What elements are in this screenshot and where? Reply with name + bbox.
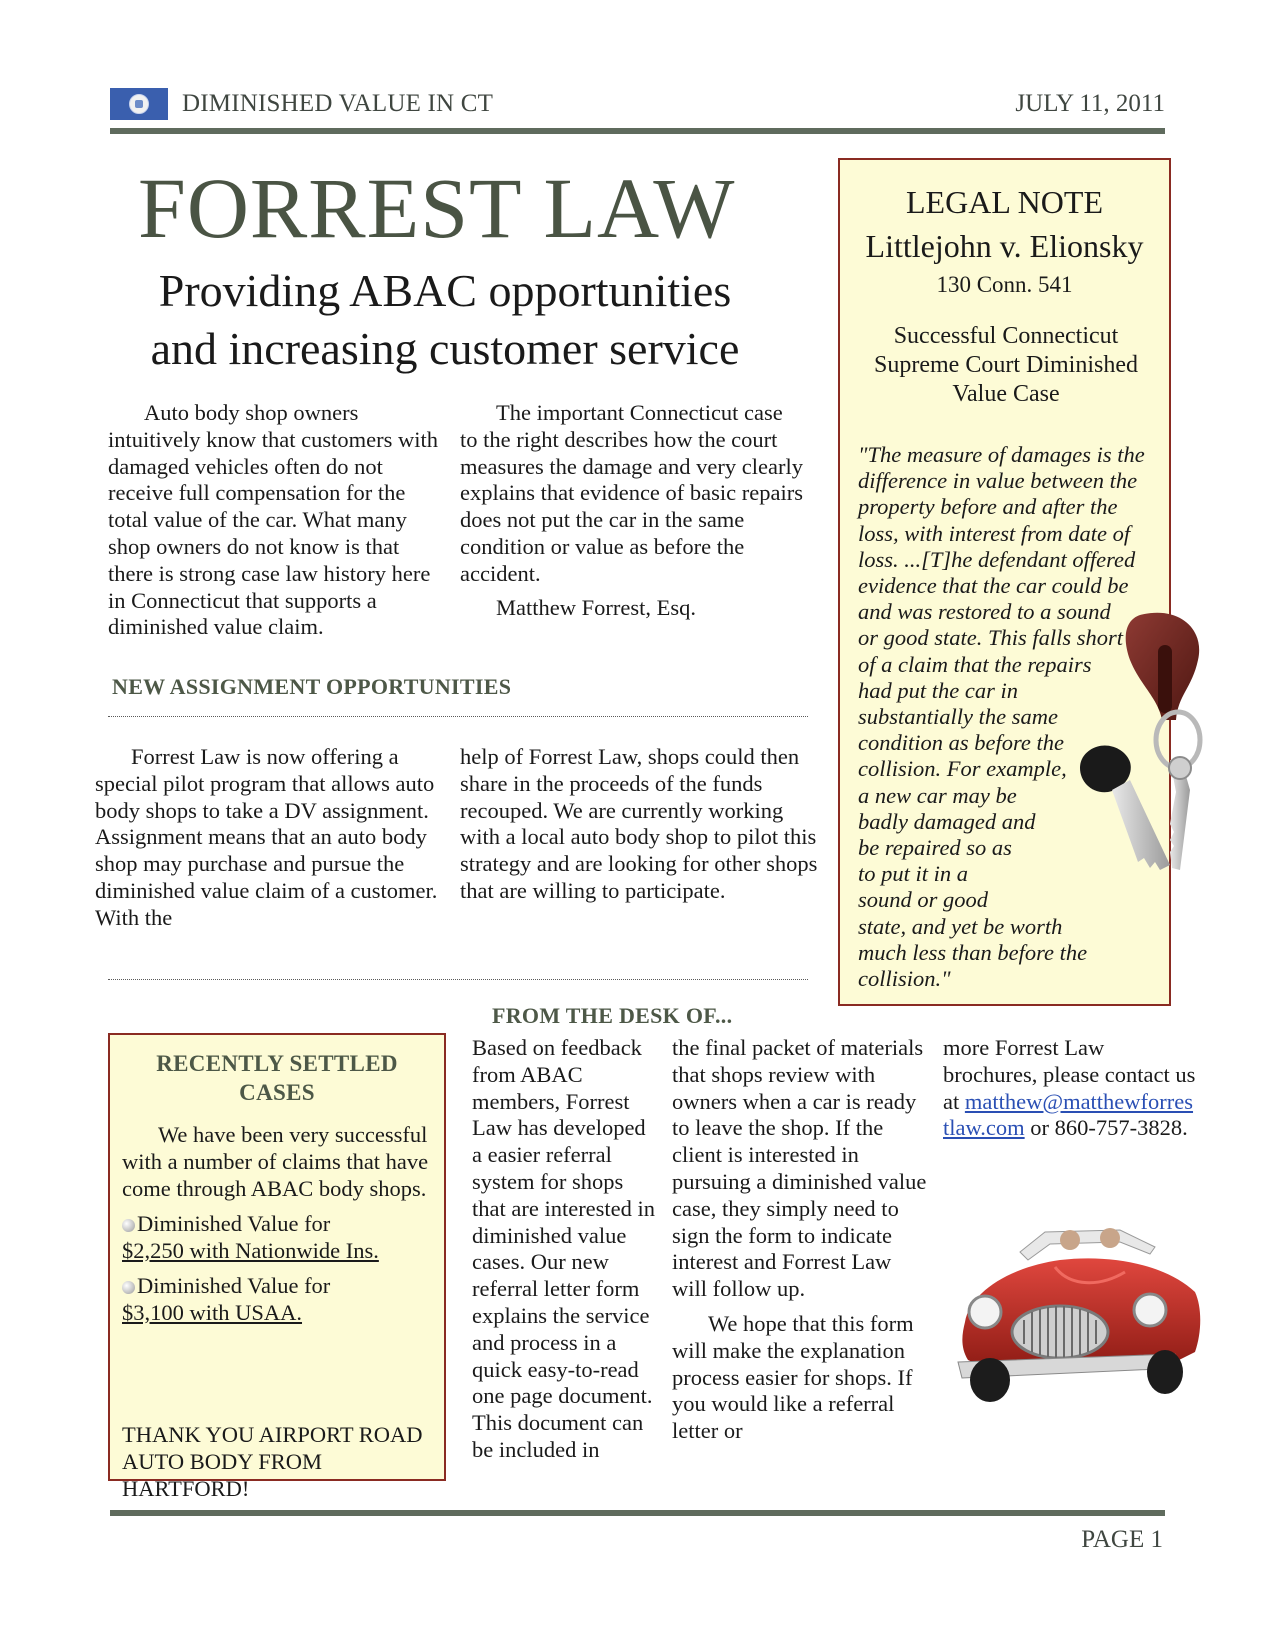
quote-line: property before and after the (858, 494, 1118, 520)
desk-paragraph-2: the final packet of materials that shops review with owners when a car is ready to leave the shop. If the client is interested in pursuing a diminished value case, they simply need to sign the form to indicate interest and Forrest Law will follow up. (672, 1035, 927, 1302)
subtitle-line-1: Providing ABAC opportunities (158, 265, 732, 316)
quote-line: to put it in a (858, 861, 969, 887)
quote-line: sound or good (858, 887, 989, 913)
bullet-icon (122, 1281, 135, 1294)
heading-line-2: CASES (239, 1080, 315, 1105)
car-keys-image (1030, 600, 1240, 920)
case-detail: $3,100 with USAA. (122, 1300, 303, 1325)
quote-line: and was restored to a sound (858, 599, 1111, 625)
header-title: DIMINISHED VALUE IN CT (182, 90, 494, 117)
masthead-title: FORREST LAW (138, 160, 736, 256)
recently-settled-body (122, 1121, 432, 1326)
intro-paragraph-1: Auto body shop owners intuitively know that customers with damaged vehicles often do not receive full compensation for the total value of the car. What many shop owners do not know is that there is strong case law history here in Connecticut that supports a diminished value claim. (108, 400, 438, 640)
quote-line: had put the car in (858, 677, 1018, 703)
quote-line: substantially the same (858, 704, 1058, 730)
intro-column-2 (460, 400, 805, 621)
page-number: PAGE 1 (1081, 1526, 1163, 1553)
quote-line: state, and yet be worth (858, 913, 1063, 939)
recently-settled-box (108, 1033, 446, 1501)
intro-paragraph-2: The important Connecticut case to the right describes how the court measures the damage and very clearly explains that evidence of basic repairs does not put the car in the same condition or value as before the accident. (460, 400, 803, 586)
footer-rule (110, 1510, 1165, 1516)
quote-line: or good state. This falls short (858, 625, 1124, 651)
quote-line: a new car may be (858, 782, 1017, 808)
quote-line: collision. For example, (858, 756, 1067, 782)
case-label: Diminished Value for (137, 1273, 331, 1298)
header-date: JULY 11, 2011 (1015, 90, 1165, 117)
author-signature: Matthew Forrest, Esq. (496, 594, 696, 620)
section-heading-desk: FROM THE DESK OF... (492, 1003, 733, 1028)
recently-settled-heading (110, 1049, 444, 1107)
red-convertible-car-image (950, 1212, 1205, 1412)
case-name: Littlejohn v. Elionsky (865, 228, 1144, 264)
contact-text: more Forrest Law brochures, please contact us at (943, 1035, 1196, 1114)
new-assignment-paragraph-2: help of Forrest Law, shops could then share in the proceeds of the funds recouped. We are currently working with a local auto body shop to pilot this strategy and are looking for other shops that are willing to participate. (460, 744, 818, 903)
thank-you-note: THANK YOU AIRPORT ROAD AUTO BODY FROM HARTFORD! (122, 1422, 423, 1501)
dotted-divider (108, 716, 808, 717)
case-detail: $2,250 with Nationwide Ins. (122, 1238, 379, 1263)
desk-column-2 (672, 1035, 927, 1445)
bullet-icon (122, 1219, 135, 1232)
phone-text: or 860-757-3828. (1024, 1115, 1188, 1141)
quote-line: "The measure of damages is the (858, 442, 1145, 467)
settled-case (122, 1210, 432, 1264)
quote-line: loss, with interest from date of (858, 520, 1131, 546)
masthead-subtitle (100, 262, 790, 378)
quote-line: be repaired so as (858, 835, 1012, 861)
new-assignment-paragraph-1: Forrest Law is now offering a special pilot program that allows auto body shops to take a DV assignment. Assignment means that an auto body shop may purchase and pursue the diminished value claim of a customer. With the (95, 744, 438, 930)
subtitle-line-2: and increasing customer service (150, 323, 740, 374)
settled-intro: We have been very successful with a number of claims that have come through ABAC body shops. (122, 1122, 429, 1201)
header-rule (110, 128, 1165, 134)
case-citation: 130 Conn. 541 (936, 272, 1073, 297)
case-description: Successful Connecticut Supreme Court Diminished Value Case (874, 323, 1138, 407)
email-link[interactable]: matthew@matthewforrestlaw.com (943, 1088, 1194, 1141)
dotted-divider (108, 979, 808, 980)
quote-line: much less than before the (858, 939, 1088, 965)
quote-line: difference in value between the (858, 468, 1138, 494)
heading-line-1: RECENTLY SETTLED (156, 1051, 398, 1076)
quote-line: evidence that the car could be (858, 573, 1129, 599)
connecticut-flag-icon (110, 88, 168, 120)
quote-line: of a claim that the repairs (858, 651, 1092, 677)
quote-line: collision." (858, 966, 951, 992)
desk-column-3 (943, 1035, 1198, 1142)
section-heading-new-assignment: NEW ASSIGNMENT OPPORTUNITIES (112, 674, 512, 699)
settled-case (122, 1272, 432, 1326)
case-label: Diminished Value for (137, 1211, 331, 1236)
desk-paragraph-1: Based on feedback from ABAC members, Forrest Law has developed a easier referral system for shops that are interested in diminished value cases. Our new referral letter form explains the service and process in a quick easy-to-read one page document. This document can be included in (472, 1035, 656, 1462)
quote-line: badly damaged and (858, 808, 1036, 834)
desk-paragraph-3: We hope that this form will make the explanation process easier for shops. If you would like a referral letter or (672, 1310, 914, 1444)
quote-line: loss. ...[T]he defendant offered (858, 546, 1136, 572)
state-seal-icon (129, 94, 149, 114)
legal-note-heading: LEGAL NOTE (906, 184, 1103, 220)
quote-line: condition as before the (858, 730, 1065, 756)
